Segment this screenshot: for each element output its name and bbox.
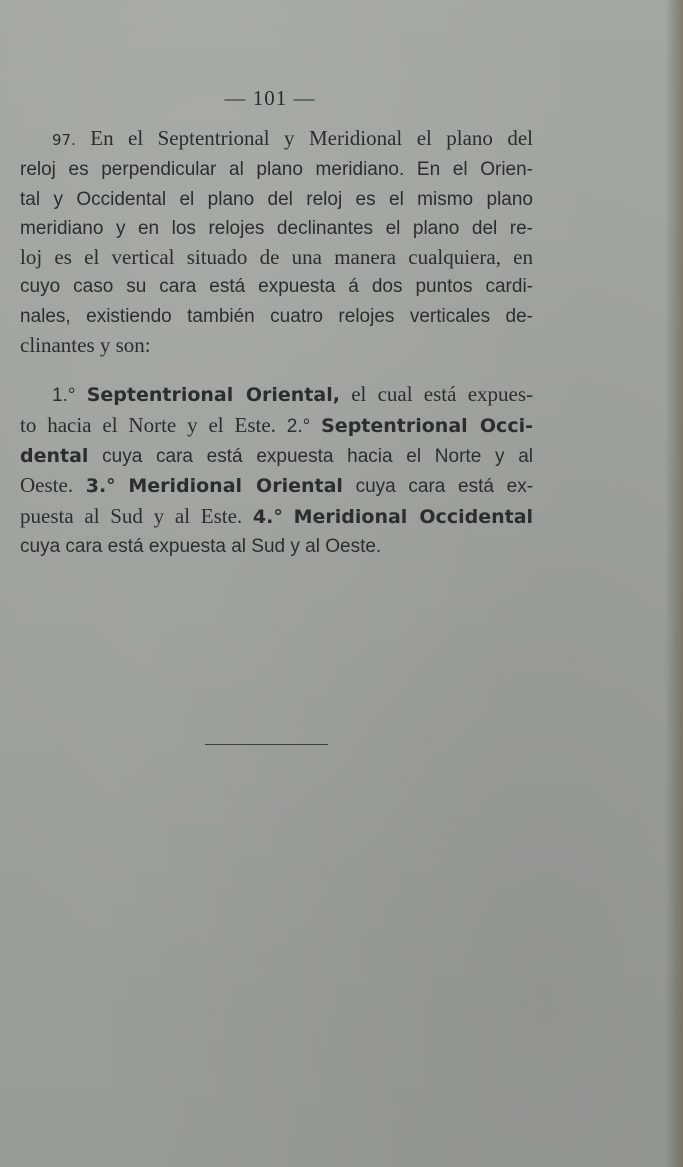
line-text: Oeste. xyxy=(20,473,74,498)
text-line: nales, existiendo también cuatro relojes verticales de- xyxy=(20,305,533,327)
line-text: cuya cara está expuesta hacia el Norte y al xyxy=(102,445,534,467)
text-line: cuyo caso su cara está expuesta á dos puntos cardi- xyxy=(20,276,533,298)
text-line: reloj es perpendicular al plano meridiano. En el Orien- xyxy=(20,159,533,181)
item-term: Meridional Oriental xyxy=(128,475,343,498)
item-number: 1.° xyxy=(52,385,76,407)
text-line xyxy=(20,502,533,532)
text-line xyxy=(20,411,533,441)
section-number: 97. xyxy=(52,131,76,149)
item-term: dental xyxy=(20,444,89,467)
item-term: Septentrional Occi- xyxy=(321,414,533,437)
line-text: el cual está expues- xyxy=(351,382,534,407)
paragraph-enumeration xyxy=(20,380,533,561)
item-number: 3.° xyxy=(85,475,116,498)
section-rule xyxy=(205,744,328,745)
text-line: cuya cara está expuesta al Sud y al Oeste. xyxy=(20,535,382,557)
line-text: En el Septentrional y Meridional el plano del xyxy=(90,126,534,150)
text-line: tal y Occidental el plano del reloj es el mismo plano xyxy=(20,188,533,210)
text-line xyxy=(20,471,533,501)
text-line: meridiano y en los relojes declinantes el plano del re- xyxy=(20,217,533,239)
text-line: loj es el vertical situado de una manera cualquiera, en xyxy=(20,245,533,270)
text-line xyxy=(20,441,533,471)
item-number: 2.° xyxy=(286,415,311,437)
item-term: Septentrional Oriental, xyxy=(86,384,340,407)
line-text: puesta al Sud y al Este. xyxy=(20,503,243,528)
text-line xyxy=(20,380,533,410)
line-text: to hacia el Norte y el Este. xyxy=(20,412,276,437)
page-body xyxy=(20,124,533,561)
page-edge-shadow xyxy=(665,0,683,1167)
line-text: cuya cara está ex- xyxy=(355,476,534,498)
paragraph-97 xyxy=(20,124,533,360)
item-term: Meridional Occidental xyxy=(293,505,534,528)
text-line xyxy=(20,124,533,155)
page-number: — 101 — xyxy=(224,86,316,110)
text-line: clinantes y son: xyxy=(20,333,151,358)
item-number: 4.° xyxy=(252,505,283,528)
